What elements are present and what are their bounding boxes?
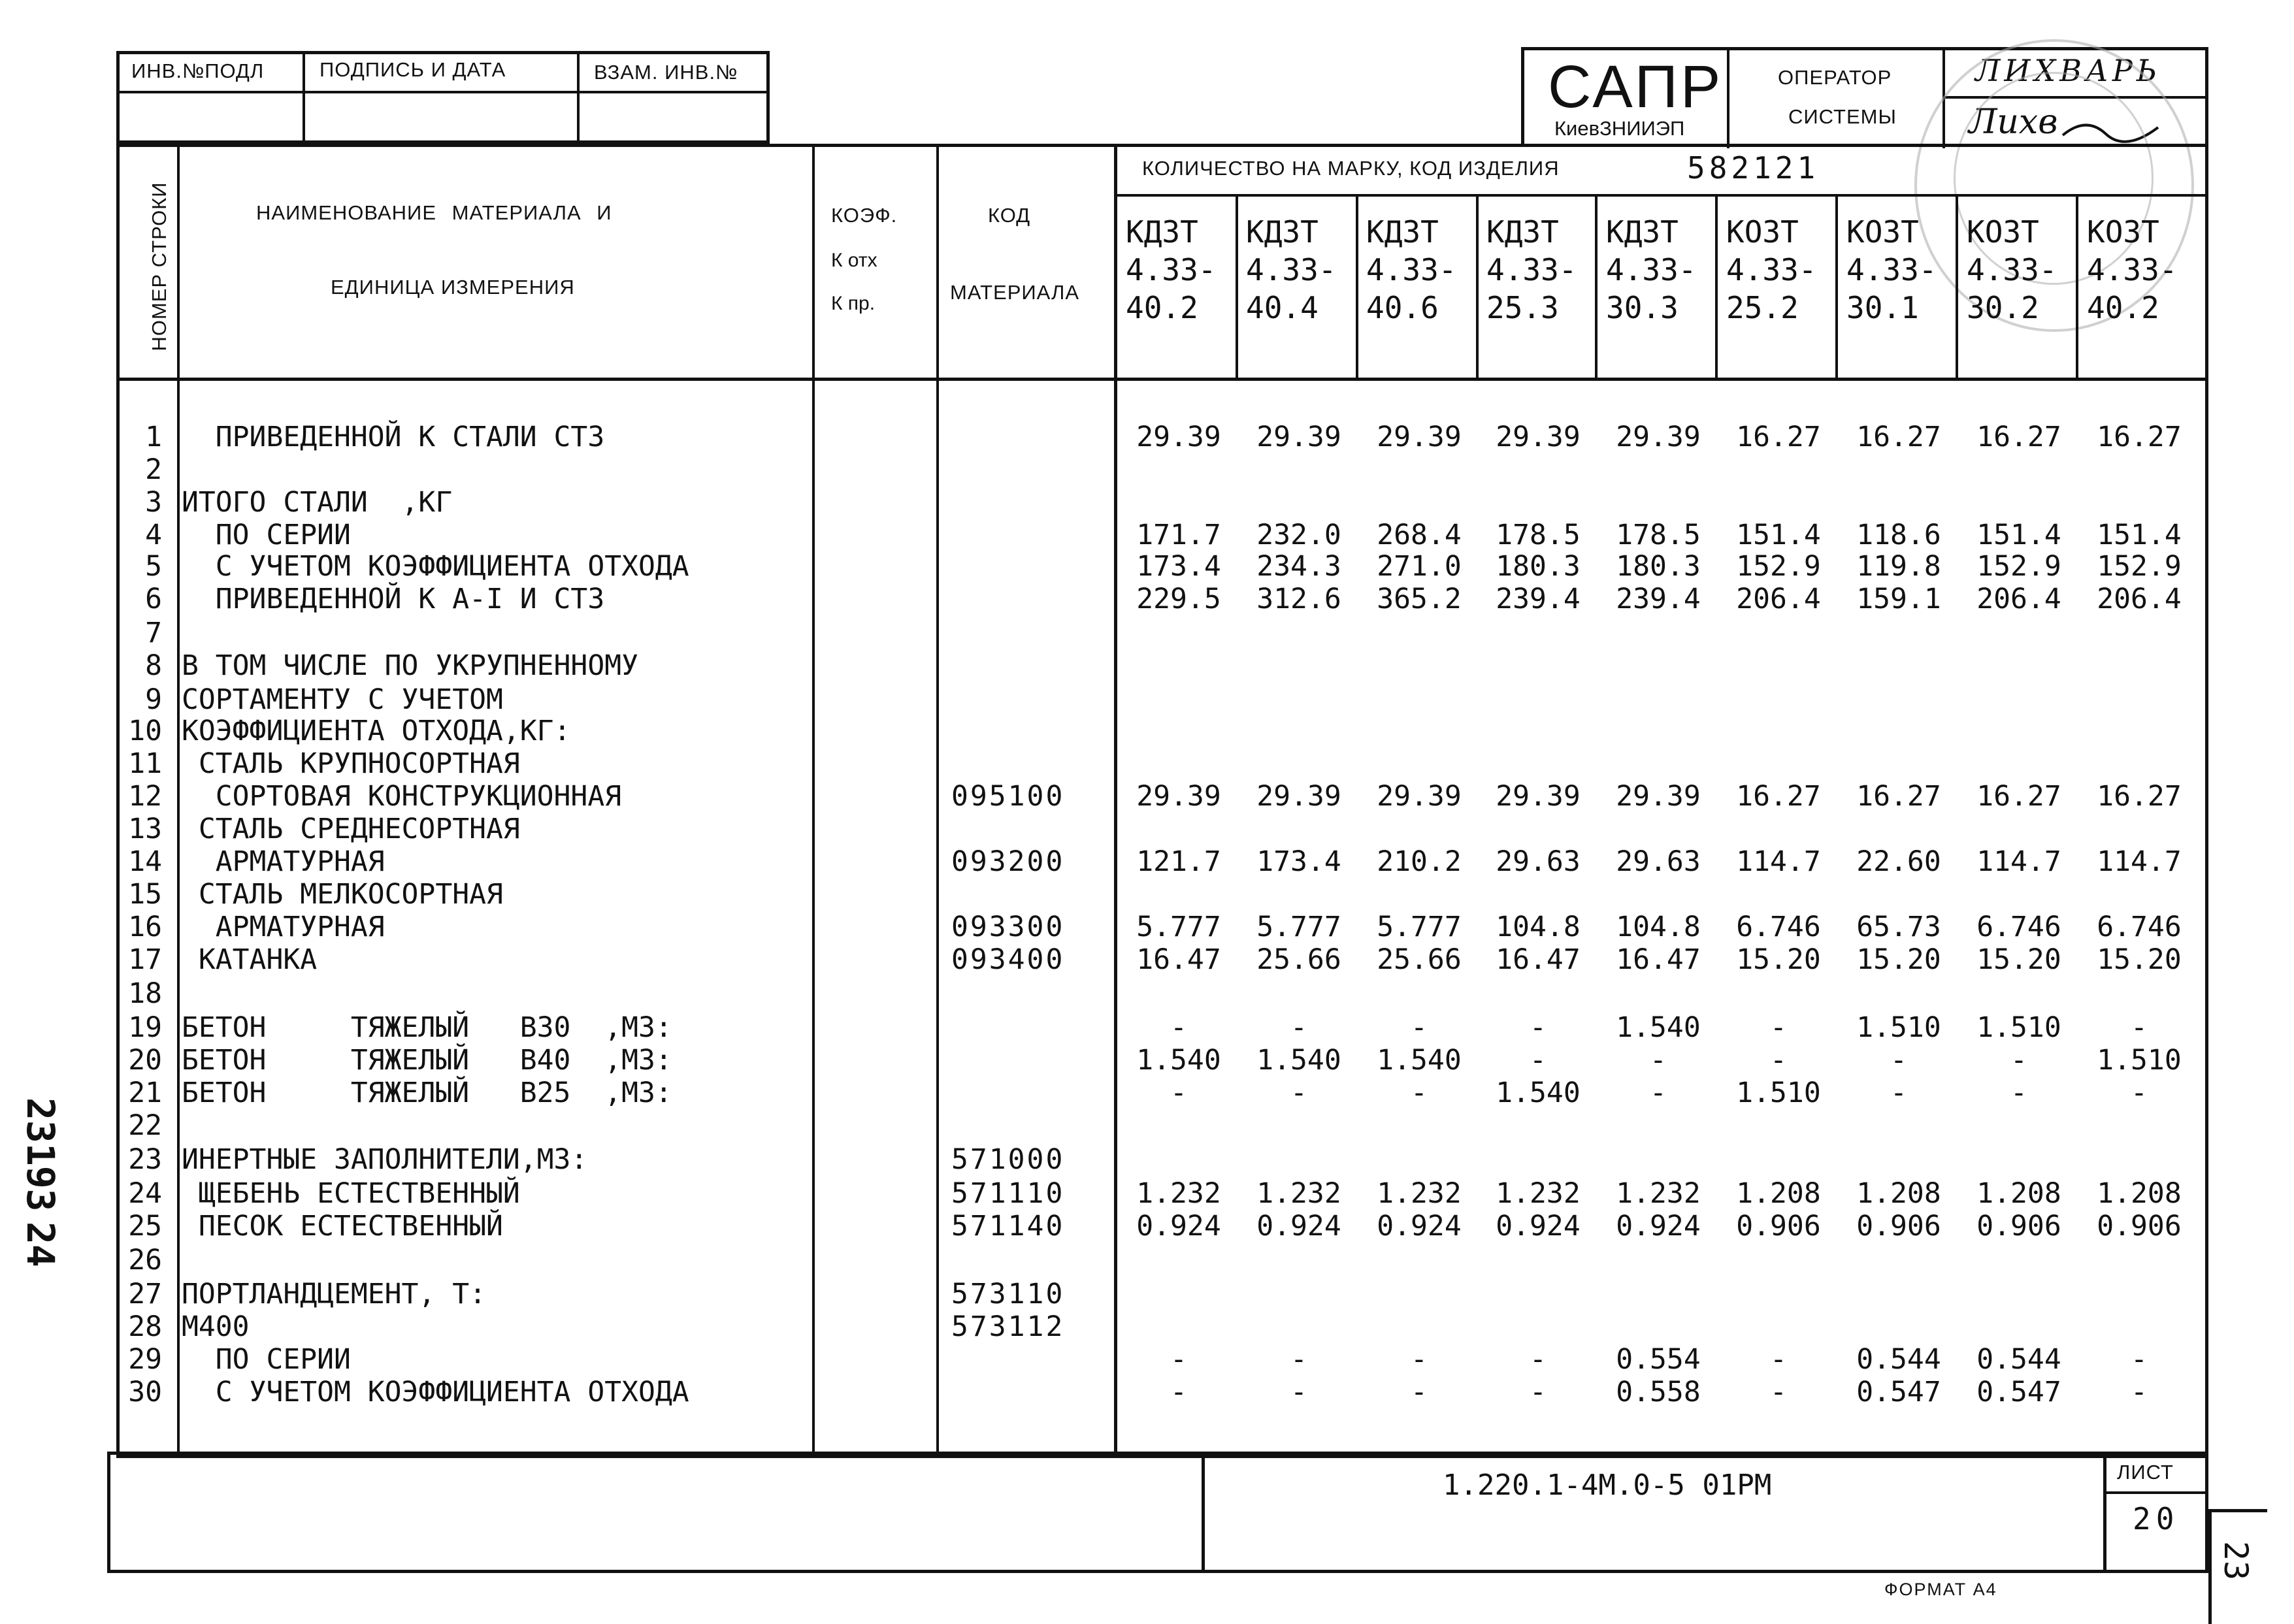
quantity-cell: 5.777	[1136, 911, 1221, 943]
row-number: 29	[128, 1343, 162, 1376]
quantity-cell: -	[1170, 1077, 1187, 1109]
quantity-cell: 1.208	[1976, 1177, 2061, 1210]
quantity-cell: 1.208	[1736, 1177, 1821, 1210]
quantity-cell: 173.4	[1136, 550, 1221, 583]
row-number: 14	[128, 845, 162, 878]
material-name: С УЧЕТОМ КОЭФФИЦИЕНТА ОТХОДА	[182, 1376, 689, 1408]
quantity-cell: 1.232	[1616, 1177, 1701, 1210]
quantity-cell: -	[1411, 1077, 1428, 1109]
operator-label-line2: СИСТЕМЫ	[1788, 105, 1897, 128]
quantity-cell: 29.39	[1616, 780, 1701, 813]
quantity-cell: 29.39	[1377, 780, 1462, 813]
quantity-cell: 1.510	[2097, 1044, 2182, 1077]
product-mark-line: 40.4	[1246, 290, 1319, 325]
product-mark-column-header	[2075, 213, 2193, 327]
quantity-cell: 234.3	[1256, 550, 1341, 583]
material-name: ПО СЕРИИ	[182, 1343, 351, 1376]
quantity-cell: 114.7	[2097, 845, 2182, 878]
quantity-cell: 1.540	[1616, 1011, 1701, 1044]
left-margin-number-2: 24	[18, 1222, 63, 1267]
quantity-cell: 151.4	[1736, 519, 1821, 551]
quantity-cell: 0.906	[1976, 1210, 2061, 1242]
quantity-cell: 0.924	[1616, 1210, 1701, 1242]
quantity-cell: -	[1290, 1011, 1307, 1044]
quantity-cell: 16.47	[1136, 943, 1221, 976]
quantity-cell: 239.4	[1616, 583, 1701, 615]
material-code: 095100	[951, 780, 1065, 813]
product-mark-line: 4.33-	[1726, 252, 1817, 287]
product-mark-column-header	[1234, 213, 1352, 327]
left-margin-number-1: 23193	[18, 1097, 63, 1212]
material-code-header-line2: МАТЕРИАЛА	[950, 281, 1080, 304]
quantity-cell: -	[2131, 1343, 2148, 1376]
quantity-cell: 15.20	[1976, 943, 2061, 976]
quantity-cell: -	[1770, 1044, 1787, 1077]
quantity-cell: -	[1290, 1376, 1307, 1408]
quantity-cell: -	[1170, 1011, 1187, 1044]
material-name: ПОРТЛАНДЦЕМЕНТ, Т:	[182, 1278, 486, 1310]
quantity-cell: 206.4	[2097, 583, 2182, 615]
row-number: 5	[145, 550, 162, 583]
material-name: С УЧЕТОМ КОЭФФИЦИЕНТА ОТХОДА	[182, 550, 689, 583]
product-mark-line: 40.2	[2087, 290, 2159, 325]
quantity-cell: 151.4	[2097, 519, 2182, 551]
quantity-cell: 1.232	[1377, 1177, 1462, 1210]
quantity-cell: -	[2131, 1011, 2148, 1044]
product-mark-line: 4.33-	[1486, 252, 1577, 287]
quantity-cell: 312.6	[1256, 583, 1341, 615]
material-code: 093400	[951, 943, 1065, 976]
material-name: СТАЛЬ КРУПНОСОРТНАЯ	[182, 747, 520, 780]
material-code: 093300	[951, 911, 1065, 943]
quantity-cell: 0.924	[1136, 1210, 1221, 1242]
quantity-cell: 0.924	[1377, 1210, 1462, 1242]
material-code: 093200	[951, 845, 1065, 878]
product-mark-line: КО3Т	[2087, 214, 2159, 250]
material-name: БЕТОН ТЯЖЕЛЫЙ В25 ,М3:	[182, 1077, 672, 1109]
quantity-cell: 0.906	[1856, 1210, 1941, 1242]
row-number: 19	[128, 1011, 162, 1044]
material-code: 573112	[951, 1310, 1065, 1343]
quantity-per-mark-label: КОЛИЧЕСТВО НА МАРКУ, КОД ИЗДЕЛИЯ	[1142, 157, 1560, 180]
material-code: 571000	[951, 1143, 1065, 1176]
material-name: В ТОМ ЧИСЛЕ ПО УКРУПНЕННОМУ	[182, 649, 638, 682]
quantity-cell: -	[1890, 1044, 1907, 1077]
coef-header-line1: КОЭФ.	[831, 204, 898, 227]
quantity-cell: 104.8	[1496, 911, 1581, 943]
material-name: СОРТОВАЯ КОНСТРУКЦИОННАЯ	[182, 780, 622, 813]
product-mark-line: 4.33-	[1366, 252, 1457, 287]
product-mark-line: 4.33-	[1967, 252, 2057, 287]
row-number: 26	[128, 1244, 162, 1276]
quantity-cell: -	[1170, 1343, 1187, 1376]
material-name: ЩЕБЕНЬ ЕСТЕСТВЕННЫЙ	[182, 1177, 520, 1210]
product-mark-line: КД3Т	[1366, 214, 1439, 250]
row-number: 17	[128, 943, 162, 976]
quantity-cell: 65.73	[1856, 911, 1941, 943]
material-name: АРМАТУРНАЯ	[182, 845, 385, 878]
product-mark-line: 30.3	[1606, 290, 1679, 325]
quantity-cell: 6.746	[1976, 911, 2061, 943]
quantity-cell: 152.9	[1976, 550, 2061, 583]
product-mark-line: 4.33-	[1846, 252, 1937, 287]
product-mark-line: 4.33-	[1246, 252, 1337, 287]
sheet-label: ЛИСТ	[2117, 1461, 2174, 1484]
material-code: 573110	[951, 1278, 1065, 1310]
row-number: 3	[145, 486, 162, 519]
material-name: ПО СЕРИИ	[182, 519, 351, 551]
row-number: 11	[128, 747, 162, 780]
row-number: 7	[145, 617, 162, 649]
quantity-cell: 268.4	[1377, 519, 1462, 551]
sign-date-label: ПОДПИСЬ И ДАТА	[320, 58, 506, 81]
row-number: 10	[128, 715, 162, 747]
quantity-cell: 16.27	[1856, 421, 1941, 453]
quantity-cell: 271.0	[1377, 550, 1462, 583]
quantity-cell: 119.8	[1856, 550, 1941, 583]
quantity-cell: -	[1650, 1044, 1667, 1077]
product-mark-line: 25.2	[1726, 290, 1799, 325]
row-number: 16	[128, 911, 162, 943]
quantity-cell: 210.2	[1377, 845, 1462, 878]
product-mark-column-header	[1714, 213, 1832, 327]
quantity-cell: 114.7	[1736, 845, 1821, 878]
quantity-cell: -	[1770, 1343, 1787, 1376]
product-mark-line: КД3Т	[1246, 214, 1319, 250]
quantity-cell: 180.3	[1496, 550, 1581, 583]
product-mark-line: 30.1	[1846, 290, 1919, 325]
material-name: СТАЛЬ СРЕДНЕСОРТНАЯ	[182, 813, 520, 845]
quantity-cell: -	[1290, 1077, 1307, 1109]
quantity-cell: -	[1770, 1376, 1787, 1408]
material-name: СТАЛЬ МЕЛКОСОРТНАЯ	[182, 878, 503, 911]
quantity-cell: 0.547	[1856, 1376, 1941, 1408]
quantity-cell: 29.39	[1377, 421, 1462, 453]
quantity-cell: 15.20	[2097, 943, 2182, 976]
row-number: 4	[145, 519, 162, 551]
quantity-cell: 178.5	[1496, 519, 1581, 551]
quantity-cell: 1.232	[1136, 1177, 1221, 1210]
quantity-cell: 152.9	[1736, 550, 1821, 583]
row-number: 22	[128, 1109, 162, 1142]
row-number-header: НОМЕР СТРОКИ	[148, 182, 171, 351]
product-mark-column-header	[1354, 213, 1472, 327]
quantity-cell: 1.540	[1256, 1044, 1341, 1077]
quantity-cell: 16.47	[1616, 943, 1701, 976]
product-mark-line: КО3Т	[1967, 214, 2039, 250]
quantity-cell: -	[1530, 1343, 1547, 1376]
quantity-cell: 0.924	[1496, 1210, 1581, 1242]
product-mark-line: 40.2	[1126, 290, 1198, 325]
quantity-cell: 1.208	[1856, 1177, 1941, 1210]
quantity-cell: 151.4	[1976, 519, 2061, 551]
quantity-cell: 1.510	[1976, 1011, 2061, 1044]
quantity-cell: 229.5	[1136, 583, 1221, 615]
operator-label-line1: ОПЕРАТОР	[1778, 66, 1892, 89]
quantity-cell: 0.906	[1736, 1210, 1821, 1242]
right-margin-number: 23	[2217, 1540, 2255, 1581]
quantity-cell: 1.540	[1377, 1044, 1462, 1077]
quantity-cell: 206.4	[1736, 583, 1821, 615]
quantity-cell: 173.4	[1256, 845, 1341, 878]
row-number: 13	[128, 813, 162, 845]
product-mark-column-header	[1114, 213, 1232, 327]
row-number: 30	[128, 1376, 162, 1408]
material-name: ИНЕРТНЫЕ ЗАПОЛНИТЕЛИ,М3:	[182, 1143, 588, 1176]
quantity-cell: 152.9	[2097, 550, 2182, 583]
material-name-header-line1: НАИМЕНОВАНИЕ МАТЕРИАЛА И	[256, 201, 612, 224]
product-mark-column-header	[1835, 213, 1952, 327]
quantity-cell: -	[2131, 1376, 2148, 1408]
quantity-cell: 16.27	[1856, 780, 1941, 813]
quantity-cell: -	[1530, 1376, 1547, 1408]
product-mark-line: КД3Т	[1126, 214, 1198, 250]
quantity-cell: 16.27	[1736, 421, 1821, 453]
row-number: 21	[128, 1077, 162, 1109]
quantity-cell: 118.6	[1856, 519, 1941, 551]
quantity-cell: 1.232	[1496, 1177, 1581, 1210]
quantity-cell: -	[1411, 1011, 1428, 1044]
material-name: М400	[182, 1310, 250, 1343]
quantity-cell: 0.547	[1976, 1376, 2061, 1408]
quantity-cell: 29.39	[1136, 780, 1221, 813]
row-number: 6	[145, 583, 162, 615]
quantity-cell: 29.39	[1616, 421, 1701, 453]
product-mark-line: 25.3	[1486, 290, 1559, 325]
quantity-cell: -	[2131, 1077, 2148, 1109]
material-name: ПРИВЕДЕННОЙ К СТАЛИ СТ3	[182, 421, 605, 453]
row-number: 25	[128, 1210, 162, 1242]
document-code: 1.220.1-4М.0-5 01РМ	[1443, 1469, 1772, 1502]
quantity-cell: 121.7	[1136, 845, 1221, 878]
quantity-cell: -	[1530, 1044, 1547, 1077]
quantity-cell: 1.540	[1496, 1077, 1581, 1109]
quantity-cell: 0.558	[1616, 1376, 1701, 1408]
row-number: 23	[128, 1143, 162, 1176]
row-number: 15	[128, 878, 162, 911]
material-name: КОЭФФИЦИЕНТА ОТХОДА,КГ:	[182, 715, 571, 747]
quantity-cell: 16.27	[1736, 780, 1821, 813]
product-mark-line: КД3Т	[1606, 214, 1679, 250]
quantity-cell: 29.39	[1256, 780, 1341, 813]
quantity-cell: 0.906	[2097, 1210, 2182, 1242]
material-name: ПРИВЕДЕННОЙ К А-I И СТ3	[182, 583, 605, 615]
material-name: СОРТАМЕНТУ С УЧЕТОМ	[182, 683, 503, 716]
quantity-cell: 15.20	[1856, 943, 1941, 976]
material-name: ПЕСОК ЕСТЕСТВЕННЫЙ	[182, 1210, 503, 1242]
quantity-cell: 0.544	[1976, 1343, 2061, 1376]
quantity-cell: -	[1411, 1343, 1428, 1376]
material-name: АРМАТУРНАЯ	[182, 911, 385, 943]
product-mark-line: 4.33-	[2087, 252, 2178, 287]
row-number: 12	[128, 780, 162, 813]
quantity-cell: -	[1530, 1011, 1547, 1044]
format-label: ФОРМАТ А4	[1884, 1580, 1997, 1599]
quantity-cell: 178.5	[1616, 519, 1701, 551]
quantity-cell: 16.27	[2097, 421, 2182, 453]
operator-handwritten-name: ЛИХВАРЬ	[1975, 53, 2161, 88]
row-number: 2	[145, 453, 162, 486]
material-name: БЕТОН ТЯЖЕЛЫЙ В40 ,М3:	[182, 1044, 672, 1077]
row-number: 9	[145, 683, 162, 716]
quantity-cell: -	[2010, 1044, 2027, 1077]
material-name: КАТАНКА	[182, 943, 318, 976]
quantity-cell: 16.27	[1976, 780, 2061, 813]
quantity-cell: 5.777	[1377, 911, 1462, 943]
coef-header-line2: К отх	[831, 250, 877, 271]
quantity-cell: -	[1650, 1077, 1667, 1109]
row-number: 18	[128, 977, 162, 1010]
row-number: 28	[128, 1310, 162, 1343]
quantity-cell: 232.0	[1256, 519, 1341, 551]
quantity-cell: 114.7	[1976, 845, 2061, 878]
product-mark-line: КО3Т	[1846, 214, 1919, 250]
quantity-cell: 1.208	[2097, 1177, 2182, 1210]
row-number: 20	[128, 1044, 162, 1077]
quantity-cell: -	[1411, 1376, 1428, 1408]
quantity-cell: 239.4	[1496, 583, 1581, 615]
quantity-cell: 0.924	[1256, 1210, 1341, 1242]
organization-name: КиевЗНИИЭП	[1554, 117, 1685, 140]
quantity-cell: 104.8	[1616, 911, 1701, 943]
quantity-cell: -	[2010, 1077, 2027, 1109]
quantity-cell: -	[1290, 1343, 1307, 1376]
sapr-title: САПР	[1548, 54, 1724, 120]
quantity-cell: 6.746	[1736, 911, 1821, 943]
quantity-cell: 365.2	[1377, 583, 1462, 615]
product-mark-column-header	[1955, 213, 2073, 327]
quantity-cell: 29.39	[1496, 780, 1581, 813]
quantity-cell: 29.39	[1136, 421, 1221, 453]
quantity-cell: 180.3	[1616, 550, 1701, 583]
quantity-cell: 22.60	[1856, 845, 1941, 878]
row-number: 24	[128, 1177, 162, 1210]
quantity-cell: 6.746	[2097, 911, 2182, 943]
quantity-cell: -	[1770, 1011, 1787, 1044]
quantity-cell: 1.510	[1736, 1077, 1821, 1109]
sheet-number: 20	[2133, 1501, 2180, 1536]
quantity-cell: 25.66	[1377, 943, 1462, 976]
quantity-cell: 29.39	[1256, 421, 1341, 453]
material-code: 571110	[951, 1177, 1065, 1210]
quantity-cell: -	[1890, 1077, 1907, 1109]
product-mark-column-header	[1594, 213, 1712, 327]
product-mark-line: КД3Т	[1486, 214, 1559, 250]
product-mark-line: 4.33-	[1126, 252, 1217, 287]
quantity-cell: 16.47	[1496, 943, 1581, 976]
product-mark-line: КО3Т	[1726, 214, 1799, 250]
coef-header-line3: К пр.	[831, 293, 876, 314]
quantity-cell: 171.7	[1136, 519, 1221, 551]
row-number: 27	[128, 1278, 162, 1310]
footer-block	[107, 1452, 2208, 1573]
operator-signature: Лихв	[1969, 103, 2058, 142]
inventory-stamp-box	[116, 51, 770, 144]
quantity-cell: 15.20	[1736, 943, 1821, 976]
material-name: БЕТОН ТЯЖЕЛЫЙ В30 ,М3:	[182, 1011, 672, 1044]
quantity-cell: 1.540	[1136, 1044, 1221, 1077]
material-name-header-line2: ЕДИНИЦА ИЗМЕРЕНИЯ	[331, 276, 575, 299]
quantity-cell: 0.544	[1856, 1343, 1941, 1376]
row-number: 1	[145, 421, 162, 453]
quantity-cell: 5.777	[1256, 911, 1341, 943]
quantity-cell: 206.4	[1976, 583, 2061, 615]
material-name: ИТОГО СТАЛИ ,КГ	[182, 486, 453, 519]
quantity-cell: 1.510	[1856, 1011, 1941, 1044]
quantity-cell: 29.63	[1496, 845, 1581, 878]
product-mark-column-header	[1475, 213, 1592, 327]
quantity-cell: 16.27	[1976, 421, 2061, 453]
product-code: 582121	[1687, 150, 1820, 186]
quantity-cell: 0.554	[1616, 1343, 1701, 1376]
material-code: 571140	[951, 1210, 1065, 1242]
quantity-cell: -	[1170, 1376, 1187, 1408]
product-mark-line: 40.6	[1366, 290, 1439, 325]
quantity-cell: 29.39	[1496, 421, 1581, 453]
material-code-header-line1: КОД	[988, 204, 1031, 227]
product-mark-line: 4.33-	[1606, 252, 1697, 287]
quantity-cell: 1.232	[1256, 1177, 1341, 1210]
product-mark-line: 30.2	[1967, 290, 2039, 325]
quantity-cell: 159.1	[1856, 583, 1941, 615]
quantity-cell: 29.63	[1616, 845, 1701, 878]
inv-podl-label: ИНВ.№ПОДЛ	[131, 59, 265, 82]
quantity-cell: 25.66	[1256, 943, 1341, 976]
vzam-label: ВЗАМ. ИНВ.№	[594, 61, 738, 84]
quantity-cell: 16.27	[2097, 780, 2182, 813]
row-number: 8	[145, 649, 162, 682]
